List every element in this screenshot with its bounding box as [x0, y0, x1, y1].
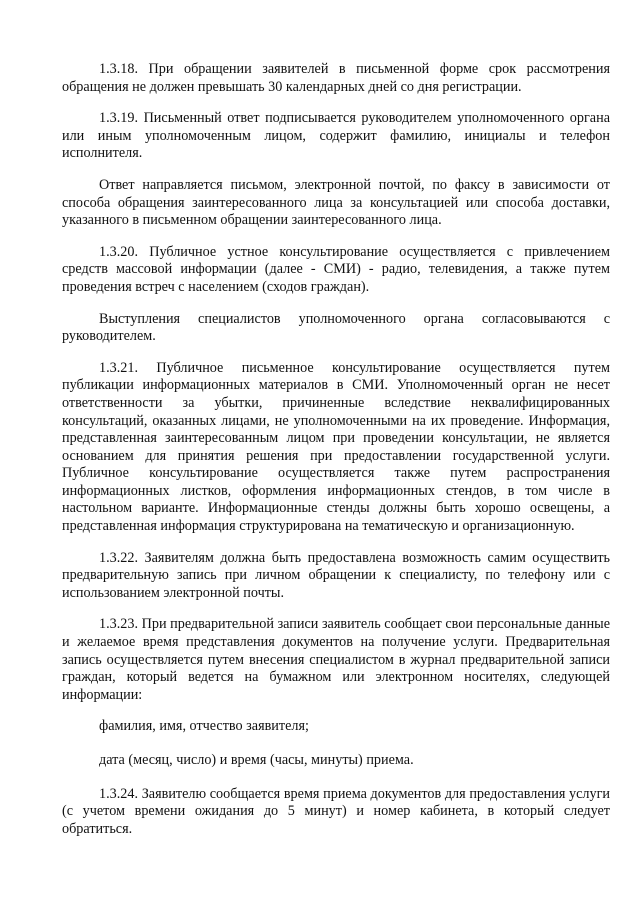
document-page — [62, 61, 610, 852]
paragraph-1-3-20: 1.3.20. Публичное устное консультирование осуществляется с привлечением средств массовой информации (далее - СМИ) - радио, телевидения, а также путем проведения встреч с населением (сходов граждан). — [62, 243, 610, 295]
paragraph-1-3-18: 1.3.18. При обращении заявителей в письменной форме срок рассмотрения обращения не должен превышать 30 календарных дней со дня регистрации. — [62, 61, 610, 95]
paragraph-1-3-23: 1.3.23. При предварительной записи заявитель сообщает свои персональные данные и желаемое время представления документов на получение услуги. Предварительная запись осуществляется путем внесения специалистом в журнал предварительной записи граждан, который ведется на бумажном или электронном носителях, следующей информации: — [62, 616, 610, 703]
list-item-reception-datetime: дата (месяц, число) и время (часы, минуты) приема. — [99, 752, 414, 768]
paragraph-1-3-22: 1.3.22. Заявителям должна быть предоставлена возможность самим осуществить предварительную запись при личном обращении к специалисту, по телефону или с использованием электронной почты. — [62, 549, 610, 601]
paragraph-1-3-24: 1.3.24. Заявителю сообщается время приема документов для предоставления услуги (с учетом времени ожидания до 5 минут) и номер кабинета, в который следует обратиться. — [62, 785, 610, 837]
list-item-applicant-name: фамилия, имя, отчество заявителя; — [99, 718, 309, 735]
paragraph-answer-delivery: Ответ направляется письмом, электронной почтой, по факсу в зависимости от способа обращения заинтересованного лица за консультацией или способа доставки, указанного в письменном обращении заинтересованного лица. — [62, 176, 610, 229]
paragraph-1-3-19: 1.3.19. Письменный ответ подписывается руководителем уполномоченного органа или иным уполномоченным лицом, содержит фамилию, инициалы и телефон исполнителя. — [62, 110, 610, 162]
paragraph-1-3-21: 1.3.21. Публичное письменное консультирование осуществляется путем публикации информационных материалов в СМИ. Уполномоченный орган не несет ответственности за убытки, причиненные вследствие неквалифицированных консультаций, оказанных лицами, не уполномоченными на их проведение. Информация, представленная заинтересованным лицом при проведении консультации, не является основанием для принятия решения при предоставлении государственной услуги. Публичное консультирование осуществляется также путем распространения информационных листков, оформления информационных стендов, в том числе в настольном варианте. Информационные стенды должны быть хорошо освещены, а представленная информация структурирована на тематическую и организационную. — [62, 359, 610, 535]
paragraph-specialist-speeches: Выступления специалистов уполномоченного органа согласовываются с руководителем. — [62, 310, 610, 345]
